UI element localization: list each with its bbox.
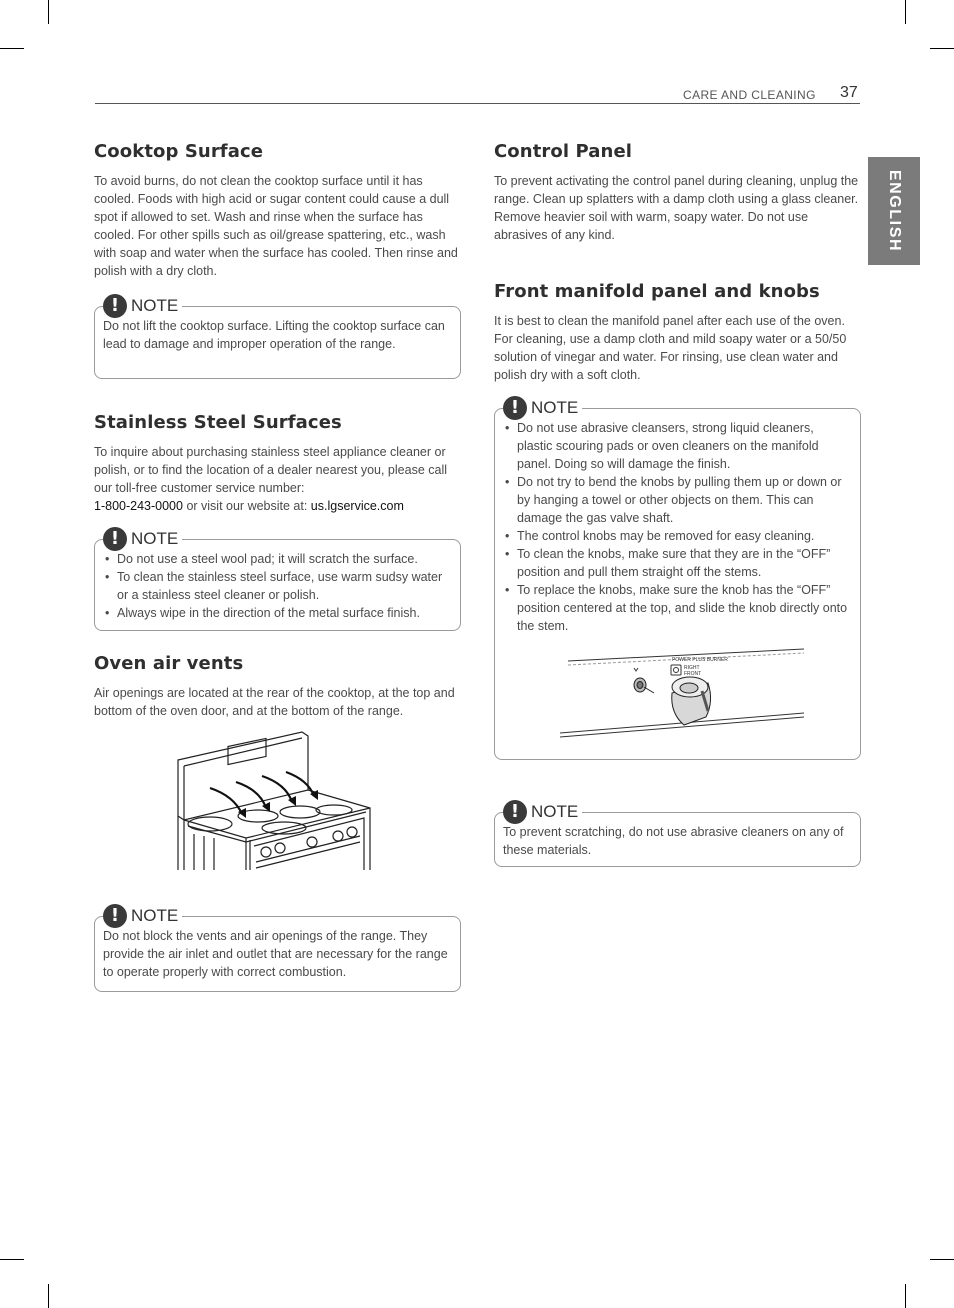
note-list-item: • Do not use a steel wool pad; it will scratch the surface. — [103, 550, 452, 568]
range-vents-illustration — [174, 730, 374, 876]
note-title: NOTE — [531, 398, 579, 417]
right-column — [494, 141, 864, 867]
figure-label: FRONT — [684, 671, 702, 677]
crop-mark — [930, 48, 954, 49]
figure-label: POWER PLUS BURNER — [672, 657, 728, 663]
note-list-item: • To replace the knobs, make sure the knob has the “OFF” position centered at the top, and slide the knob directly onto the stem. — [503, 581, 852, 635]
note-list — [503, 419, 852, 635]
note-title: NOTE — [131, 529, 179, 548]
note-text: To prevent scratching, do not use abrasive cleaners on any of these materials. — [503, 825, 844, 857]
manifold-note — [494, 397, 861, 760]
left-column — [94, 141, 464, 992]
note-header — [103, 294, 182, 318]
crop-mark — [905, 0, 906, 24]
note-header — [103, 904, 182, 928]
stainless-heading: Stainless Steel Surfaces — [94, 412, 342, 433]
note-text: Do not lift the cooktop surface. Lifting the cooktop surface can lead to damage and improper operation of the range. — [103, 319, 445, 351]
cooktop-body: To avoid burns, do not clean the cooktop surface until it has cooled. Foods with high acid or sugar content could cause a dull spot if allowed to set. Wash and rinse when the surface has cooled. For other spills such as oil/grease spattering, etc., wash with soap and water when the surface has cooled. Then rinse and polish with a dry cloth. — [94, 174, 458, 278]
vents-heading: Oven air vents — [94, 653, 244, 674]
note-title: NOTE — [131, 906, 179, 925]
scratch-note — [494, 801, 861, 867]
figure-label: RIGHT — [684, 665, 700, 671]
control-panel-body: To prevent activating the control panel during cleaning, unplug the range. Clean up splatters with a damp cloth using a glass cleaner. Remove heavier soil with warm, soapy water. Do not use abrasives of any kind. — [494, 174, 859, 242]
language-tab — [868, 157, 920, 265]
website-link[interactable]: us.lgservice.com — [310, 499, 404, 513]
note-list-item: • Do not try to bend the knobs by pulling them up or down or by hanging a towel or other objects on them. This can damage the gas valve shaft. — [503, 473, 852, 527]
exclamation-icon: ! — [103, 904, 127, 928]
note-list — [103, 550, 452, 622]
language-tab-label: ENGLISH — [886, 169, 903, 253]
manifold-body: It is best to clean the manifold panel after each use of the oven. For cleaning, use a damp cloth and mild soapy water or a 50/50 solution of vinegar and water. For rinsing, use clean water and polish dry with a soft cloth. — [494, 314, 847, 382]
cooktop-note — [94, 295, 461, 379]
manifold-heading: Front manifold panel and knobs — [494, 281, 820, 302]
crop-mark — [905, 1284, 906, 1308]
note-list-item: • Do not use abrasive cleansers, strong liquid cleaners, plastic scouring pads or oven cleaners on the manifold panel. Doing so will damage the finish. — [503, 419, 852, 473]
phone-number[interactable]: 1-800-243-0000 — [94, 499, 183, 513]
note-list-item: • To clean the knobs, make sure that they are in the “OFF” position and pull them straight off the stems. — [503, 545, 852, 581]
note-header — [503, 800, 582, 824]
note-text: Do not block the vents and air openings of the range. They provide the air inlet and outlet that are necessary for the range to operate properly with correct combustion. — [103, 929, 448, 979]
exclamation-icon: ! — [103, 294, 127, 318]
crop-mark — [930, 1259, 954, 1260]
vents-note — [94, 905, 461, 992]
note-title: NOTE — [531, 802, 579, 821]
page-number: 37 — [840, 84, 858, 101]
exclamation-icon: ! — [503, 800, 527, 824]
cooktop-heading: Cooktop Surface — [94, 141, 264, 162]
note-header — [503, 396, 582, 420]
note-header — [103, 527, 182, 551]
exclamation-icon: ! — [503, 396, 527, 420]
exclamation-icon: ! — [103, 527, 127, 551]
website-prefix: or visit our website at: — [182, 499, 311, 513]
header-rule — [95, 103, 860, 104]
vents-body: Air openings are located at the rear of the cooktop, at the top and bottom of the oven door, and at the bottom of the range. — [94, 686, 455, 718]
stainless-body-text: To inquire about purchasing stainless steel appliance cleaner or polish, or to find the location of a dealer nearest you, please call our toll-free customer service number: — [94, 445, 447, 495]
note-list-item: • Always wipe in the direction of the metal surface finish. — [103, 604, 452, 622]
stainless-body — [94, 443, 464, 515]
crop-mark — [0, 1259, 24, 1260]
crop-mark — [48, 1284, 49, 1308]
stainless-note — [94, 528, 461, 631]
control-panel-heading: Control Panel — [494, 141, 633, 162]
header-section-title: CARE AND CLEANING — [683, 88, 816, 102]
note-list-item: • The control knobs may be removed for easy cleaning. — [503, 527, 852, 545]
crop-mark — [48, 0, 49, 24]
note-list-item: • To clean the stainless steel surface, use warm sudsy water or a stainless steel cleaner or polish. — [103, 568, 452, 604]
crop-mark — [0, 48, 24, 49]
knob-illustration — [558, 641, 808, 741]
note-title: NOTE — [131, 296, 179, 315]
